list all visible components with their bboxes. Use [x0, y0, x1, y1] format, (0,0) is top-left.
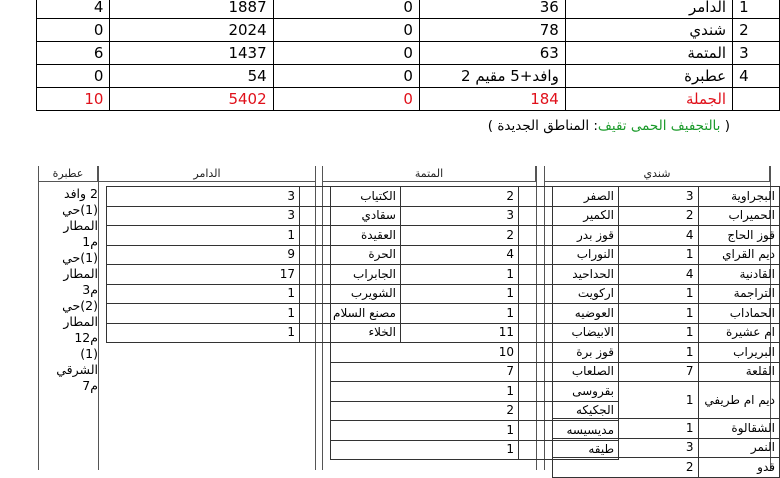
- atbara-line: الشرقي: [56, 362, 98, 377]
- metamma-count: 11: [331, 323, 519, 343]
- summary-col4: 0: [273, 19, 419, 42]
- summary-index: 4: [733, 65, 780, 88]
- summary-locality: المتمة: [565, 42, 732, 65]
- metamma-place: قوز برة: [519, 343, 619, 363]
- summary-col3: 63: [419, 42, 565, 65]
- total-index-empty: [733, 88, 780, 111]
- metamma-place: مديسيسه: [519, 421, 619, 441]
- damer-place: الخلاء: [300, 323, 401, 343]
- summary-index: 1: [733, 0, 780, 19]
- shendi-row: [553, 419, 780, 439]
- atbara-line: م1: [82, 234, 98, 249]
- metamma-count: 1: [331, 440, 519, 460]
- shendi-row: [553, 382, 780, 419]
- shendi-place: الشقالوة: [698, 419, 779, 439]
- summary-col5: 1887: [110, 0, 273, 19]
- note-text: : المناطق الجديدة: [497, 118, 598, 134]
- atbara-line: م7: [82, 378, 98, 393]
- damer-place: الحرة: [300, 245, 401, 265]
- note-green-text: بالتجفيف الحمى تقيف: [597, 118, 725, 134]
- summary-col4: 0: [273, 0, 419, 19]
- atbara-line: المطار: [63, 218, 98, 233]
- metamma-count: 2: [331, 226, 519, 246]
- shendi-place: ديم ام طريفي: [698, 382, 779, 419]
- shendi-place: القلعة: [698, 362, 779, 382]
- shendi-place: قدو: [698, 458, 779, 478]
- summary-locality: الدامر: [565, 0, 732, 19]
- shendi-count: 2: [553, 206, 699, 226]
- total-col4: 0: [273, 88, 419, 111]
- damer-count: 17: [107, 265, 300, 285]
- atbara-details: [40, 186, 98, 394]
- shendi-row: [553, 226, 780, 246]
- shendi-row: [553, 438, 780, 458]
- metamma-count: 1: [331, 421, 519, 441]
- shendi-place: القادنية: [698, 265, 779, 285]
- atbara-line: (2)حي: [62, 298, 98, 313]
- metamma-place: الجكيكه: [519, 401, 619, 421]
- atbara-line: م3: [82, 282, 98, 297]
- damer-count: 3: [107, 206, 300, 226]
- frame-line: [98, 166, 99, 470]
- atbara-line: 2 وافد: [64, 186, 98, 201]
- atbara-line: (1): [80, 346, 98, 361]
- shendi-count: 1: [553, 323, 699, 343]
- summary-locality: عطبرة: [565, 65, 732, 88]
- metamma-place: بقروسى: [519, 382, 619, 402]
- shendi-count: 3: [553, 438, 699, 458]
- header-divider: [322, 181, 536, 182]
- shendi-row: [553, 362, 780, 382]
- shendi-place: الحميراب: [698, 206, 779, 226]
- summary-row: [37, 65, 780, 88]
- metamma-count: 3: [331, 206, 519, 226]
- metamma-place: الصلعاب: [519, 362, 619, 382]
- shendi-count: 1: [553, 245, 699, 265]
- damer-count: 1: [107, 284, 300, 304]
- metamma-place: قوز بدر: [519, 226, 619, 246]
- summary-col3: 36: [419, 0, 565, 19]
- shendi-count: 2: [553, 458, 699, 478]
- metamma-place: الصفر: [519, 187, 619, 207]
- shendi-place: البجراوية: [698, 187, 779, 207]
- shendi-count: 1: [553, 343, 699, 363]
- summary-col6: 0: [37, 65, 110, 88]
- atbara-header: عطبرة: [38, 166, 98, 181]
- shendi-place: ام عشيرة: [698, 323, 779, 343]
- shendi-header: شندي: [544, 166, 770, 181]
- shendi-row: [553, 304, 780, 324]
- damer-count: 1: [107, 226, 300, 246]
- metamma-count: 1: [331, 265, 519, 285]
- summary-col6: 6: [37, 42, 110, 65]
- summary-col6: 4: [37, 0, 110, 19]
- summary-table: [36, 0, 780, 111]
- metamma-place: طيقه: [519, 440, 619, 460]
- summary-col3: 2 وافد+5 مقيم: [419, 65, 565, 88]
- damer-header: الدامر: [98, 166, 316, 181]
- damer-count: 1: [107, 323, 300, 343]
- damer-count: 3: [107, 187, 300, 207]
- summary-index: 3: [733, 42, 780, 65]
- shendi-place: البريراب: [698, 343, 779, 363]
- damer-place: الشويرب: [300, 284, 401, 304]
- shendi-count: 1: [553, 304, 699, 324]
- shendi-row: [553, 458, 780, 478]
- shendi-row: [553, 284, 780, 304]
- shendi-row: [553, 245, 780, 265]
- shendi-count: 3: [553, 187, 699, 207]
- metamma-count: 2: [331, 401, 519, 421]
- shendi-count: 7: [553, 362, 699, 382]
- new-areas-note: [380, 118, 730, 134]
- summary-col5: 54: [110, 65, 273, 88]
- atbara-line: م12: [74, 330, 98, 345]
- metamma-count: 1: [331, 284, 519, 304]
- metamma-place: الحداحيد: [519, 265, 619, 285]
- metamma-count: 1: [331, 304, 519, 324]
- metamma-count: 7: [331, 362, 519, 382]
- metamma-count: 4: [331, 245, 519, 265]
- metamma-place: الابيضاب: [519, 323, 619, 343]
- damer-place: العقيدة: [300, 226, 401, 246]
- metamma-count: 2: [331, 187, 519, 207]
- shendi-place: قوز الحاج: [698, 226, 779, 246]
- note-paren-open: (: [724, 118, 730, 134]
- damer-place: مصنع السلام: [300, 304, 401, 324]
- note-paren-close: ): [487, 118, 494, 134]
- header-divider: [38, 181, 316, 182]
- atbara-line: (1)حي: [62, 202, 98, 217]
- shendi-place: التراجمة: [698, 284, 779, 304]
- summary-col5: 2024: [110, 19, 273, 42]
- shendi-count: 1: [553, 284, 699, 304]
- summary-row: [37, 0, 780, 19]
- metamma-header: المتمة: [322, 166, 536, 181]
- shendi-count: 1: [553, 419, 699, 439]
- summary-row: [37, 42, 780, 65]
- shendi-place: النمر: [698, 438, 779, 458]
- summary-row: [37, 19, 780, 42]
- damer-place: الكتياب: [300, 187, 401, 207]
- frame-line: [38, 166, 39, 470]
- shendi-row: [553, 343, 780, 363]
- damer-count: 9: [107, 245, 300, 265]
- metamma-place: العوضيه: [519, 304, 619, 324]
- damer-place: سقادي: [300, 206, 401, 226]
- shendi-row: [553, 187, 780, 207]
- atbara-line: المطار: [63, 314, 98, 329]
- summary-col5: 1437: [110, 42, 273, 65]
- damer-place: الجابراب: [300, 265, 401, 285]
- metamma-place: النوراب: [519, 245, 619, 265]
- summary-col4: 0: [273, 42, 419, 65]
- summary-total-row: [37, 88, 780, 111]
- summary-col6: 0: [37, 19, 110, 42]
- header-divider: [544, 181, 770, 182]
- total-label: الجملة: [565, 88, 732, 111]
- metamma-count: 1: [331, 382, 519, 402]
- total-col6: 10: [37, 88, 110, 111]
- shendi-row: [553, 206, 780, 226]
- shendi-place: ديم القراي: [698, 245, 779, 265]
- shendi-count: 4: [553, 226, 699, 246]
- total-col3: 184: [419, 88, 565, 111]
- damer-count: 1: [107, 304, 300, 324]
- summary-col3: 78: [419, 19, 565, 42]
- shendi-count: 1: [553, 382, 699, 419]
- summary-col4: 0: [273, 65, 419, 88]
- shendi-row: [553, 323, 780, 343]
- total-col5: 5402: [110, 88, 273, 111]
- metamma-place: الكمير: [519, 206, 619, 226]
- metamma-count: 10: [331, 343, 519, 363]
- shendi-row: [553, 265, 780, 285]
- atbara-line: المطار: [63, 266, 98, 281]
- shendi-table: [552, 186, 780, 478]
- atbara-line: (1)حي: [62, 250, 98, 265]
- metamma-place: اركويت: [519, 284, 619, 304]
- summary-locality: شندي: [565, 19, 732, 42]
- shendi-place: الحماداب: [698, 304, 779, 324]
- shendi-count: 4: [553, 265, 699, 285]
- summary-index: 2: [733, 19, 780, 42]
